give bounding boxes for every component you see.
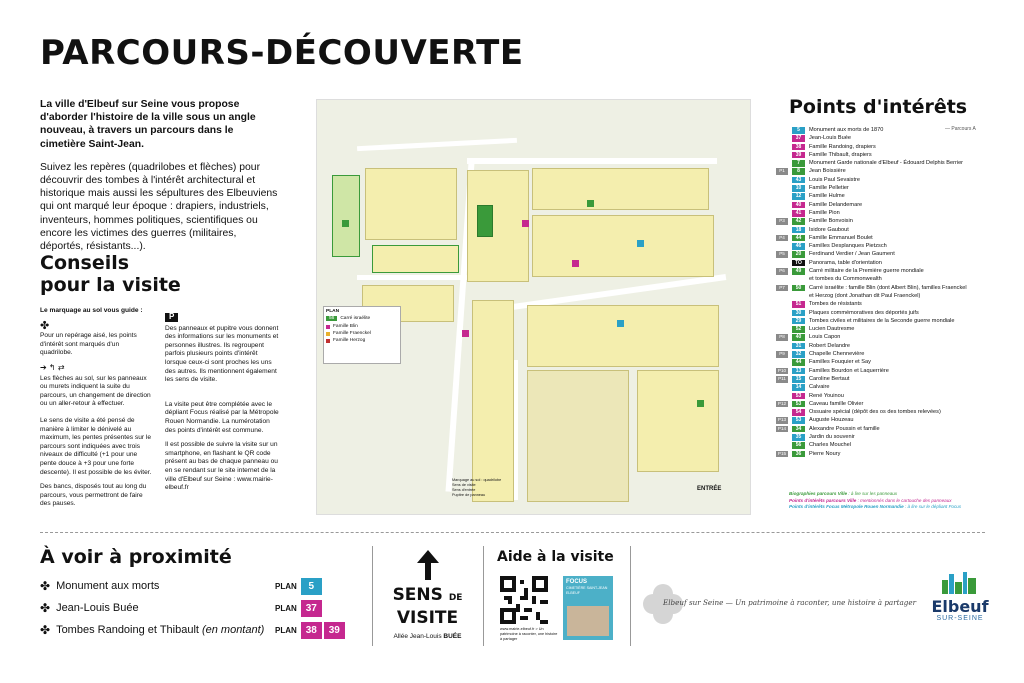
sens-text: Le sens de visite a été pensé de manière à limiter le dénivelé au maximum, les pentes présentes sur le parcours sont indiquées avec trois niveaux de difficulté (+1 pour une pente douce à +3 pour une forte descente). Il est possible de les éviter.: [40, 416, 152, 476]
poi-item: [776, 434, 998, 442]
proximite-label: Tombes Randoing et Thibault: [56, 624, 199, 636]
poi-panel-badge: P15: [777, 450, 787, 456]
conseils-heading: [40, 252, 181, 296]
poi-label: Isidore Gaubout: [809, 226, 849, 233]
poi-label: Caroline Bertaut: [809, 375, 850, 382]
poi-item: [776, 268, 998, 276]
poi-number: 53: [792, 393, 805, 400]
quadrilobe-icon: ✤: [40, 601, 51, 615]
map-road: [467, 158, 717, 164]
poi-footnotes: [789, 491, 961, 511]
map-note: Sens d'entrée: [452, 488, 476, 492]
map-marker: [697, 400, 704, 407]
poi-item: [776, 177, 998, 185]
poi-panel-badge: P1: [776, 168, 788, 175]
poi-item: [776, 426, 998, 434]
poi-item: [776, 351, 998, 359]
poi-item: [776, 127, 998, 135]
proximite-item: [40, 619, 355, 641]
poi-number: 43: [792, 177, 805, 184]
plan-number: 39: [324, 622, 345, 639]
poi-label: René Youinou: [809, 392, 844, 399]
map-note: Pupitre de panneau: [452, 493, 486, 497]
poi-item: [776, 276, 998, 284]
plan-number: 38: [301, 622, 322, 639]
poi-number: 14: [792, 384, 805, 391]
proximite-heading: À voir à proximité: [40, 546, 232, 568]
poi-heading: Points d'intérêts: [789, 96, 968, 118]
poi-list: [776, 127, 998, 459]
proximite-item: [40, 575, 355, 597]
smartphone-text: Il est possible de suivre la visite sur un smartphone, en flashant le QR code présent au bas de chaque panneau ou en se rendant sur le site internet de la ville d'Elbeuf sur Seine : www.mairie-elbeuf.fr: [165, 441, 278, 492]
poi-number: 54: [792, 409, 805, 416]
poi-item: [776, 318, 998, 326]
map-note: Sens de visite: [452, 483, 476, 487]
poi-item: [776, 368, 998, 376]
poi-panel-badge: [776, 343, 788, 350]
poi-label: Panorama, table d'orientation: [809, 259, 882, 266]
poi-item: [776, 218, 998, 226]
poi-label: Caveau famille Olivier: [809, 400, 864, 407]
poi-item: [776, 442, 998, 450]
intro-bold: La ville d'Elbeuf sur Seine vous propose d'aborder l'histoire de la ville sous un angle nouveau, à travers un parcours dans le cimetière Saint-Jean.: [40, 99, 256, 150]
poi-item: [776, 409, 998, 417]
poi-panel-badge: [776, 243, 788, 250]
poi-panel-badge: [776, 359, 788, 366]
poi-panel-badge: P5: [776, 251, 788, 258]
qr-code[interactable]: [500, 576, 548, 624]
poi-panel-badge: [776, 293, 788, 300]
poi-number: TO: [792, 260, 805, 267]
map-marker: [587, 200, 594, 207]
poi-item: [776, 193, 998, 201]
quadrilobe-text: Pour un repérage aisé, les points d'intérêt sont marqués d'un quadrilobe.: [40, 332, 137, 357]
poi-panel-badge: P14: [777, 425, 787, 431]
poi-footnote-text: : à lire sur le dépliant Focus: [903, 504, 962, 510]
poi-item: [776, 393, 998, 401]
poi-item: [776, 343, 998, 351]
map-marker: [342, 220, 349, 227]
poi-footnote: [789, 498, 961, 505]
poi-number: 29: [792, 318, 805, 325]
poi-item: [776, 260, 998, 268]
quadrilobe-icon: ✤: [40, 319, 50, 332]
poi-number: 37: [792, 135, 805, 142]
poi-item: [776, 235, 998, 243]
map-marker: [462, 330, 469, 337]
sens-line1: SENS: [392, 585, 443, 605]
proximite-extra: (en montant): [201, 624, 265, 636]
poi-item: [776, 417, 998, 425]
poi-label: Ferdinand Verdier / Jean Gaument: [809, 251, 895, 258]
poi-number: 51: [792, 301, 805, 308]
conseils-col1: [40, 307, 152, 515]
poi-number: [792, 293, 805, 300]
poi-label: Carré militaire de la Première guerre mondiale: [809, 268, 924, 275]
qr-code-icon: [500, 576, 548, 624]
poi-item: [776, 152, 998, 160]
poi-label: Tombes civiles et militaires de la Seconde guerre mondiale: [809, 317, 955, 324]
poi-panel-badge: [776, 202, 788, 209]
poi-item: [776, 359, 998, 367]
poi-number: 35: [792, 434, 805, 441]
poi-label: Robert Delandre: [809, 342, 851, 349]
poi-panel-badge: P8: [776, 334, 788, 341]
poi-panel-badge: P4: [776, 235, 788, 242]
poi-label: Familles Fouquier et Say: [809, 359, 871, 366]
conseils-col2: [165, 313, 280, 499]
poi-item: [776, 376, 998, 384]
poi-item: [776, 185, 998, 193]
poi-label: Famille Hulme: [809, 193, 845, 200]
poi-number: 50: [792, 285, 805, 292]
allee-text: Allée Jean-Louis: [393, 633, 444, 640]
poi-label: Chapelle Chennevière: [809, 351, 865, 358]
map-legend-num: 56: [326, 316, 337, 321]
poi-item: [776, 310, 998, 318]
poi-item: [776, 168, 998, 176]
focus-photo: [567, 606, 609, 636]
poi-number: 56: [792, 442, 805, 449]
poi-panel-badge: [776, 160, 788, 167]
sens-line2: VISITE: [396, 608, 459, 628]
plan-label: PLAN: [275, 603, 297, 613]
divider: [630, 546, 631, 646]
intro-text: Suivez les repères (quadrilobes et flèches) pour découvrir des tombes à l'intérêt architectural et historique mais aussi les sépultures des Elbeuviens qui ont marqué leur époque : drapiers, industriels, inventeurs, hommes politiques, scientifiques ou encore les victimes des guerres (militaires, déportés, résistants...).: [40, 161, 278, 253]
focus-brochure: [563, 576, 613, 640]
poi-footnote: [789, 491, 961, 498]
poi-label: Famille Bonvoisin: [809, 218, 853, 225]
poi-item: [776, 334, 998, 342]
poi-label: Plaques commémoratives des déportés juifs: [809, 309, 919, 316]
poi-panel-badge: P10: [777, 367, 787, 373]
poi-item: [776, 285, 998, 293]
poi-panel-badge: [776, 318, 788, 325]
focus-sub: CIMETIÈRE SAINT-JEAN ELBEUF: [566, 586, 608, 595]
focus-title: FOCUS: [566, 579, 587, 585]
poi-number: 53: [792, 401, 805, 408]
map-plot: [365, 168, 457, 240]
allee-label: [380, 633, 475, 640]
poi-panel-badge: P11: [776, 376, 788, 383]
up-arrow-icon: [417, 550, 439, 580]
poi-panel-badge: P13: [777, 417, 787, 423]
quadrilobe-icon: ✤: [40, 579, 51, 593]
map-marker: [637, 240, 644, 247]
poi-number: 20: [792, 251, 805, 258]
poi-number: 7: [792, 160, 805, 167]
map-plot: [527, 370, 629, 502]
poi-panel-badge: [776, 260, 788, 267]
map-plot: [472, 300, 514, 502]
divider: [372, 546, 373, 646]
slogan: Elbeuf sur Seine — Un patrimoine à raconter, une histoire à partager: [663, 598, 917, 607]
town-skyline-icon: [940, 570, 980, 594]
poi-label: et Herzog (dont Jonathan dit Paul Fraenckel): [809, 292, 921, 299]
poi-number: 18: [792, 227, 805, 234]
poi-label: Charles Mouchel: [809, 442, 851, 449]
poi-number: 30: [792, 310, 805, 317]
poi-panel-badge: P7: [776, 285, 788, 292]
map-legend-item: Famille Fraenckel: [333, 331, 371, 336]
poi-label: Familles Bourdon et Laquerrière: [809, 367, 889, 374]
poi-label: Monument Garde nationale d'Elbeuf - Édouard Delphis Berrier: [809, 160, 964, 167]
poi-number: 34: [792, 426, 805, 433]
poi-label: Pierre Noury: [809, 450, 841, 457]
map-plot-green: [477, 205, 493, 237]
poi-number: 44: [792, 235, 805, 242]
poi-label: Ossuaire spécial (dépôt des os des tombes relevées): [809, 409, 941, 416]
quadrilobe-icon: ✤: [40, 623, 51, 637]
poi-number: 8: [792, 168, 805, 175]
map-legend-carre: Carré israélite: [340, 316, 371, 321]
poi-panel-badge: P3: [776, 218, 788, 225]
poi-number: 15: [792, 376, 805, 383]
map-legend-item: Famille Blin: [333, 324, 358, 329]
poi-label: Lucien Dautresme: [809, 326, 855, 333]
poi-label: Carré israélite : famille Blin (dont Albert Blin), familles Fraenckel: [809, 284, 967, 291]
poi-panel-badge: [776, 185, 788, 192]
poi-panel-badge: [776, 193, 788, 200]
poi-number: 40: [792, 334, 805, 341]
poi-footnote-bold: Biographies parcours Ville: [789, 491, 848, 496]
poi-footnote-bold: Points d'intérêts parcours Ville: [789, 497, 857, 503]
poi-label: Jean Boissière: [809, 168, 846, 175]
poi-number: 12: [792, 193, 805, 200]
map-note: Marquage au sol : quadrilobe: [452, 478, 502, 482]
proximite-label: Monument aux morts: [56, 580, 160, 592]
poi-footnote-bold: Points d'intérêts Focus Métropole Rouen Normandie: [789, 504, 904, 510]
poi-label: Auguste Houzeau: [809, 417, 854, 424]
poi-number: 41: [792, 210, 805, 217]
poi-number: 44: [792, 359, 805, 366]
map-plot-military: [332, 175, 360, 257]
poi-label: Familles Desplanques Pietzsch: [809, 243, 887, 250]
poi-number: 36: [792, 451, 805, 458]
poi-number: 49: [792, 268, 805, 275]
map-plot: [532, 168, 709, 210]
poi-number: [792, 276, 805, 283]
poi-panel-badge: [776, 127, 788, 134]
poi-panel-badge: [776, 442, 788, 449]
poi-panel-badge: P12: [777, 400, 787, 406]
map-legend-item: Famille Herzog: [333, 338, 366, 343]
poi-item: [776, 251, 998, 259]
plan-label: PLAN: [275, 581, 297, 591]
poi-item: [776, 451, 998, 459]
poi-label: Alexandre Poussin et famille: [809, 425, 880, 432]
poi-number: 13: [792, 368, 805, 375]
poi-item: [776, 135, 998, 143]
proximite-item: [40, 597, 355, 619]
poi-label: Louis Capon: [809, 334, 841, 341]
bancs-text: Des bancs, disposés tout au long du parcours, vous permettront de faire des pauses.: [40, 483, 147, 508]
conseils-heading-line2: pour la visite: [40, 274, 181, 296]
map-marker: [572, 260, 579, 267]
poi-number: 42: [792, 218, 805, 225]
conseils-heading-line1: Conseils: [40, 252, 130, 274]
poi-label: Famille Delandemare: [809, 201, 863, 208]
poi-item: [776, 293, 998, 301]
poi-number: 31: [792, 343, 805, 350]
map-legend-plan: PLAN: [326, 309, 340, 314]
cemetery-map: [316, 99, 751, 515]
map-road: [357, 138, 517, 151]
poi-parcours-label: — Parcours A: [945, 126, 976, 132]
poi-panel-badge: P6: [776, 268, 788, 275]
poi-panel-badge: [776, 276, 788, 283]
poi-label: Famille Randoing, drapiers: [809, 143, 876, 150]
poi-item: [776, 144, 998, 152]
poi-panel-badge: [776, 177, 788, 184]
marquage-title: Le marquage au sol vous guide :: [40, 307, 143, 314]
allee-bold: BUÉE: [443, 633, 462, 640]
poi-panel-badge: [776, 434, 788, 441]
poi-panel-badge: [776, 310, 788, 317]
poi-panel-badge: [776, 384, 788, 391]
qr-caption: www.mairie-elbeuf.fr > Un patrimoine à raconter, une histoire à partager: [500, 627, 558, 641]
logo-name: Elbeuf: [931, 597, 989, 616]
proximite-label: Jean-Louis Buée: [56, 602, 139, 614]
poi-panel-badge: [776, 393, 788, 400]
poi-item: [776, 384, 998, 392]
poi-panel-badge: [776, 152, 788, 159]
poi-number: 32: [792, 351, 805, 358]
poi-label: Jean-Louis Buée: [809, 135, 851, 142]
plan-number: 37: [301, 600, 322, 617]
map-plot: [637, 370, 719, 472]
poi-number: 10: [792, 185, 805, 192]
map-legend: [323, 306, 401, 364]
arrows-icon: ➔ ↰ ⇄: [40, 362, 65, 372]
intro: [40, 98, 280, 263]
poi-number: 40: [792, 202, 805, 209]
poi-number: 39: [792, 152, 805, 159]
p-badge: P: [165, 313, 178, 322]
map-plot: [527, 305, 719, 367]
map-entree: ENTRÉE: [697, 486, 722, 492]
elbeuf-logo: [930, 570, 990, 622]
plan-number: 5: [301, 578, 322, 595]
poi-item: [776, 401, 998, 409]
poi-item: [776, 202, 998, 210]
poi-label: Calvaire: [809, 384, 830, 391]
page-title: PARCOURS-DÉCOUVERTE: [40, 33, 524, 73]
poi-number: 46: [792, 243, 805, 250]
poi-item: [776, 326, 998, 334]
poi-item: [776, 301, 998, 309]
divider: [483, 546, 484, 646]
map-marker: [522, 220, 529, 227]
poi-item: [776, 160, 998, 168]
poi-panel-badge: [776, 227, 788, 234]
poi-footnote-text: : à lire sur les panneaux: [847, 491, 898, 496]
map-marker: [617, 320, 624, 327]
poi-footnote-text: : mentionnés dans le cartouche des panneaux: [856, 497, 952, 503]
poi-panel-badge: [776, 301, 788, 308]
poi-label: Famille Thibault, drapiers: [809, 151, 872, 158]
poi-label: Famille Pelletier: [809, 185, 849, 192]
plan-label: PLAN: [275, 625, 297, 635]
logo-sub: SUR-SEINE: [936, 615, 984, 622]
poi-panel-badge: P9: [776, 351, 788, 358]
poi-label: et tombes du Commonwealth: [809, 276, 882, 283]
poi-label: Famille Pion: [809, 209, 840, 216]
poi-item: [776, 243, 998, 251]
poi-number: 38: [792, 144, 805, 151]
poi-panel-badge: [776, 326, 788, 333]
poi-item: [776, 227, 998, 235]
poi-number: 52: [792, 326, 805, 333]
sens-de: DE: [448, 593, 463, 603]
sens-panel: [380, 550, 475, 640]
poi-number: 5: [792, 127, 805, 134]
depliant-text: La visite peut être complétée avec le dépliant Focus réalisé par la Métropole Rouen Normandie. La numérotation des points d'intérêt est commune.: [165, 400, 279, 434]
poi-label: Tombes de résistants: [809, 301, 862, 308]
panneaux-text: Des panneaux et pupitre vous donnent des informations sur les monuments et personnes illustres. Ils regroupent parfois plusieurs points d'intérêt lorsque ceux-ci sont proches les uns des autres. Ils mentionnent également les sens de visite.: [165, 324, 279, 384]
map-plot: [532, 215, 714, 277]
poi-footnote: [789, 504, 961, 511]
poi-label: Jardin du souvenir: [809, 433, 855, 440]
arrows-text: Les flèches au sol, sur les panneaux ou murets indiquent la suite du parcours, un changement de direction ou un aller-retour à effectuer.: [40, 374, 151, 408]
aide-heading: Aide à la visite: [497, 549, 614, 565]
poi-panel-badge: [776, 210, 788, 217]
map-plot: [372, 245, 459, 273]
poi-item: [776, 210, 998, 218]
poi-panel-badge: [776, 144, 788, 151]
map-notes: [452, 478, 501, 498]
separator: [40, 532, 985, 533]
poi-label: Monument aux morts de 1870: [809, 127, 884, 133]
proximite-list: [40, 575, 355, 641]
poi-number: 53: [792, 417, 805, 424]
poi-panel-badge: [776, 409, 788, 416]
poi-label: Louis Paul Sevaistre: [809, 176, 860, 183]
poi-label: Famille Emmanuel Boulet: [809, 234, 873, 241]
poi-panel-badge: [776, 135, 788, 142]
